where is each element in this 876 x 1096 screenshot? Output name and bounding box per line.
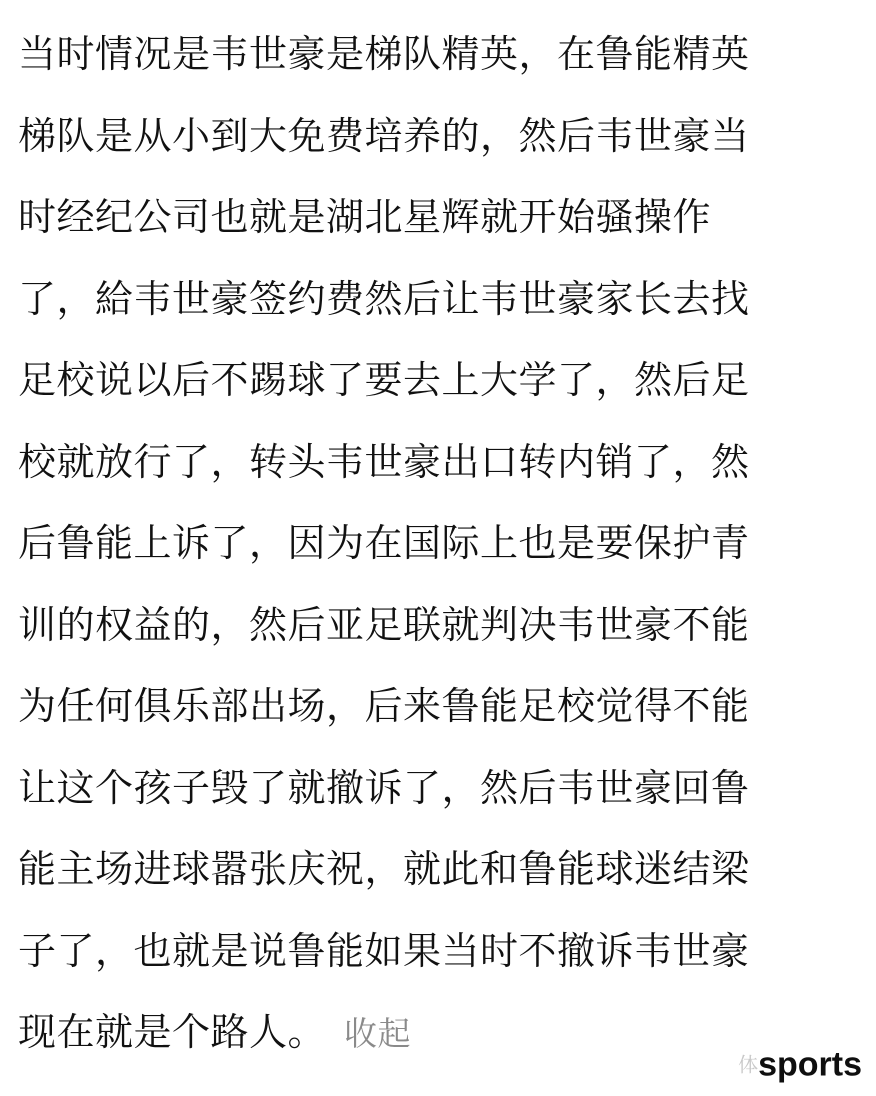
- comment-line: 当时情况是韦世豪是梯队精英，在鲁能精英: [18, 32, 750, 76]
- watermark: [738, 1044, 862, 1084]
- comment-body: [18, 14, 844, 1074]
- comment-line: 校就放行了，转头韦世豪出口转内销了，然: [18, 439, 750, 484]
- comment-line: 能主场进球嚣张庆祝，就此和鲁能球迷结梁: [18, 847, 750, 891]
- watermark-text: sports: [758, 1045, 862, 1084]
- comment-line: 后鲁能上诉了，因为在国际上也是要保护青: [18, 521, 750, 565]
- collapse-link[interactable]: 收起: [344, 1014, 412, 1053]
- comment-line-text: 现在就是个路人。: [18, 1010, 327, 1054]
- comment-line: 训的权益的，然后亚足联就判决韦世豪不能: [18, 602, 750, 647]
- watermark-prefix: 体: [738, 1052, 759, 1077]
- comment-line: 让这个孩子毁了就撤诉了，然后韦世豪回鲁: [18, 765, 750, 810]
- comment-last-line: [18, 992, 844, 1074]
- comment-line: 时经纪公司也就是湖北星辉就开始骚操作: [18, 195, 712, 239]
- comment-line: 足校说以后不踢球了要去上大学了，然后足: [18, 358, 750, 402]
- comment-line: 为任何俱乐部出场，后来鲁能足校觉得不能: [18, 684, 750, 728]
- comment-line: 梯队是从小到大免费培养的，然后韦世豪当: [18, 113, 750, 158]
- comment-line: 了，給韦世豪签约费然后让韦世豪家长去找: [18, 276, 750, 321]
- comment-line: 子了，也就是说鲁能如果当时不撤诉韦世豪: [18, 928, 750, 973]
